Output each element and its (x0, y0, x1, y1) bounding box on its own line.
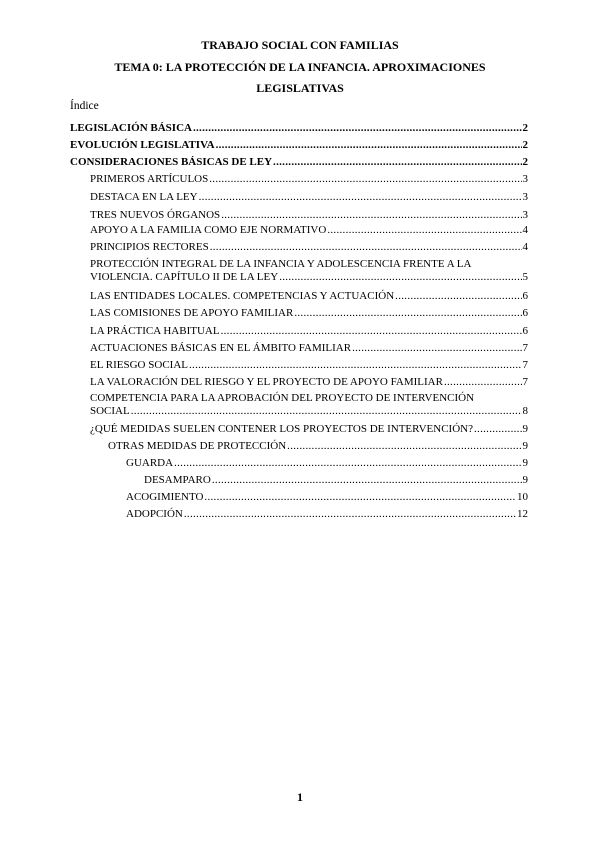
toc-entry-text: PRIMEROS ARTÍCULOS (90, 173, 209, 185)
page-number: 1 (297, 790, 303, 804)
toc-entry-text-continued: VIOLENCIA. CAPÍTULO II DE LA LEY (90, 271, 279, 283)
toc-entry[interactable] (90, 423, 528, 436)
toc-entry-page: 6 (522, 307, 528, 319)
toc-entry-text: PRINCIPIOS RECTORES (90, 241, 209, 253)
toc-entry[interactable] (90, 342, 528, 355)
toc-entry-page: 7 (522, 376, 528, 388)
toc-entry-text: APOYO A LA FAMILIA COMO EJE NORMATIVO (90, 224, 327, 236)
toc-entry-page: 2 (522, 156, 528, 168)
toc-entry-page: 12 (517, 508, 528, 520)
toc-entry-page: 4 (522, 241, 528, 253)
toc-entry-text: LAS ENTIDADES LOCALES. COMPETENCIAS Y ACTUACIÓN (90, 290, 395, 302)
toc-entry[interactable] (126, 491, 528, 504)
topic-title-line2: LEGISLATIVAS (256, 81, 344, 95)
toc-entry-page: 7 (522, 359, 528, 371)
toc-entry[interactable] (126, 457, 528, 470)
toc-entry-text: COMPETENCIA PARA LA APROBACIÓN DEL PROYECTO DE INTERVENCIÓN (90, 392, 475, 404)
toc-entry[interactable] (70, 122, 528, 135)
toc-entry-text: DESAMPARO (144, 474, 211, 486)
toc-entry-text: DESTACA EN LA LEY (90, 191, 198, 203)
toc-entry-page: 6 (522, 325, 528, 337)
toc-entry-text: GUARDA (126, 457, 174, 469)
toc-entry-page: 2 (522, 139, 528, 151)
toc-entry-text: ACOGIMIENTO (126, 491, 204, 503)
toc-entry-text: ACTUACIONES BÁSICAS EN EL ÁMBITO FAMILIAR (90, 342, 352, 354)
toc-entry[interactable] (90, 307, 528, 320)
toc-entry[interactable] (126, 508, 528, 521)
toc-entry[interactable] (144, 474, 528, 487)
toc-entry-text: CONSIDERACIONES BÁSICAS DE LEY (70, 156, 273, 168)
toc-entry-page: 3 (522, 191, 528, 203)
toc-entry-page: 4 (522, 224, 528, 236)
toc-entry-text: ¿QUÉ MEDIDAS SUELEN CONTENER LOS PROYECTOS DE INTERVENCIÓN? (90, 423, 473, 435)
toc-entry[interactable] (70, 156, 528, 169)
toc-entry[interactable] (90, 258, 528, 284)
document-title: TRABAJO SOCIAL CON FAMILIAS (201, 38, 399, 52)
toc-entry[interactable] (90, 191, 528, 204)
toc-entry-page: 9 (522, 440, 528, 452)
toc-entry-page: 2 (522, 122, 528, 134)
toc-entry-text: TRES NUEVOS ÓRGANOS (90, 209, 221, 221)
toc-entry[interactable] (70, 139, 528, 152)
toc-entry[interactable] (90, 376, 528, 389)
toc-entry-text: EL RIESGO SOCIAL (90, 359, 188, 371)
toc-entry-text: OTRAS MEDIDAS DE PROTECCIÓN (108, 440, 287, 452)
toc-entry-page: 9 (522, 457, 528, 469)
toc-entry-text: PROTECCIÓN INTEGRAL DE LA INFANCIA Y ADOLESCENCIA FRENTE A LA (90, 258, 472, 270)
toc-entry[interactable] (108, 440, 528, 453)
toc-entry-text: LA VALORACIÓN DEL RIESGO Y EL PROYECTO DE APOYO FAMILIAR (90, 376, 443, 388)
toc-entry[interactable] (90, 224, 528, 237)
index-label: Índice (70, 100, 99, 112)
toc-entry-page: 9 (522, 423, 528, 435)
toc-entry-page: 8 (522, 405, 528, 417)
toc-entry[interactable] (90, 290, 528, 303)
toc-entry-text: LAS COMISIONES DE APOYO FAMILIAR (90, 307, 294, 319)
toc-entry-text: EVOLUCIÓN LEGISLATIVA (70, 139, 215, 151)
toc-entry-page: 3 (522, 173, 528, 185)
toc-entry[interactable] (90, 325, 528, 338)
toc-entry-page: 10 (517, 491, 528, 503)
toc-entry[interactable] (90, 359, 528, 372)
toc-entry[interactable] (90, 392, 528, 418)
toc-entry-text: LA PRÁCTICA HABITUAL (90, 325, 220, 337)
toc-entry[interactable] (90, 241, 528, 254)
toc-entry-page: 9 (522, 474, 528, 486)
toc-entry-text-continued: SOCIAL (90, 405, 130, 417)
toc-entry[interactable] (90, 209, 528, 222)
toc-entry-page: 7 (522, 342, 528, 354)
topic-title-line1: TEMA 0: LA PROTECCIÓN DE LA INFANCIA. APROXIMACIONES (114, 60, 486, 74)
toc-entry-text: LEGISLACIÓN BÁSICA (70, 122, 192, 134)
toc-entry-page: 3 (522, 209, 528, 221)
toc-entry-page: 6 (522, 290, 528, 302)
toc-entry-text: ADOPCIÓN (126, 508, 183, 520)
toc-entry[interactable] (90, 173, 528, 186)
toc-entry-page: 5 (522, 271, 528, 283)
